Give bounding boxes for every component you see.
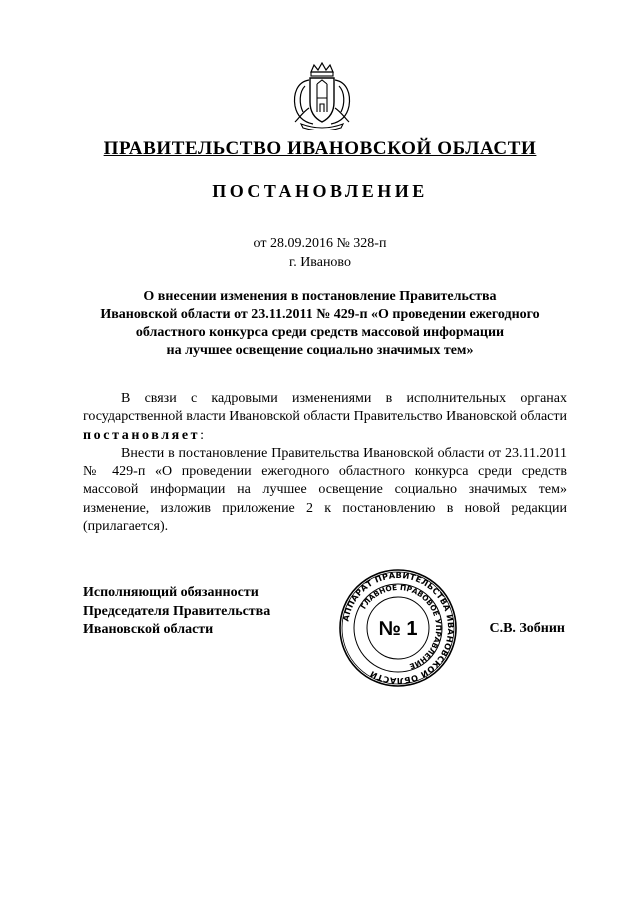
paragraph-punctuation: : xyxy=(200,427,205,443)
document-city: г. Иваново xyxy=(289,255,351,270)
subject-line: областного конкурса среди средств массовой информации xyxy=(135,325,505,340)
subject-line: Ивановской области от 23.11.2011 № 429-п «О проведении ежегодного xyxy=(100,307,540,322)
document-type-title: ПОСТАНОВЛЕНИЕ xyxy=(212,181,428,201)
official-seal-stamp xyxy=(338,568,458,688)
seal-number: № 1 xyxy=(378,618,418,640)
decree-word: постановляет xyxy=(83,427,201,443)
signatory-name: С.В. Зобнин xyxy=(489,621,565,636)
body-paragraph: Внести в постановление Правительства Ивановской области от 23.11.2011 № 429-п «О проведении ежегодного областного конкурса среди средств массовой информации на лучшее освещение социально значимых тем» изменение, изложив приложение 2 к постановлению в новой редакции (прилагается). xyxy=(83,445,567,535)
document-date-number: от 28.09.2016 № 328-п xyxy=(253,236,387,251)
signatory-line: Председателя Правительства xyxy=(83,603,271,619)
seal-outer-text: АППАРАТ ПРАВИТЕЛЬСТВА ИВАНОВСКОЙ ОБЛАСТИ xyxy=(340,569,457,687)
government-title: ПРАВИТЕЛЬСТВО ИВАНОВСКОЙ ОБЛАСТИ xyxy=(103,138,537,159)
document-body xyxy=(83,390,567,536)
subject-line: О внесении изменения в постановление Правительства xyxy=(143,289,497,304)
signatory-line: Ивановской области xyxy=(83,622,214,637)
body-paragraph xyxy=(83,390,567,445)
coat-of-arms-emblem xyxy=(287,62,357,130)
subject-line: на лучшее освещение социально значимых тем» xyxy=(166,343,474,358)
signatory-line: Исполняющий обязанности xyxy=(83,585,259,600)
seal-inner-text: ГЛАВНОЕ ПРАВОВОЕ УПРАВЛЕНИЕ xyxy=(358,582,444,671)
paragraph-text: В связи с кадровыми изменениями в исполнительных органах государственной власти Ивановской области Правительство Ивановской области xyxy=(83,391,567,425)
signatory-position xyxy=(83,584,323,640)
document-subject xyxy=(80,288,560,360)
